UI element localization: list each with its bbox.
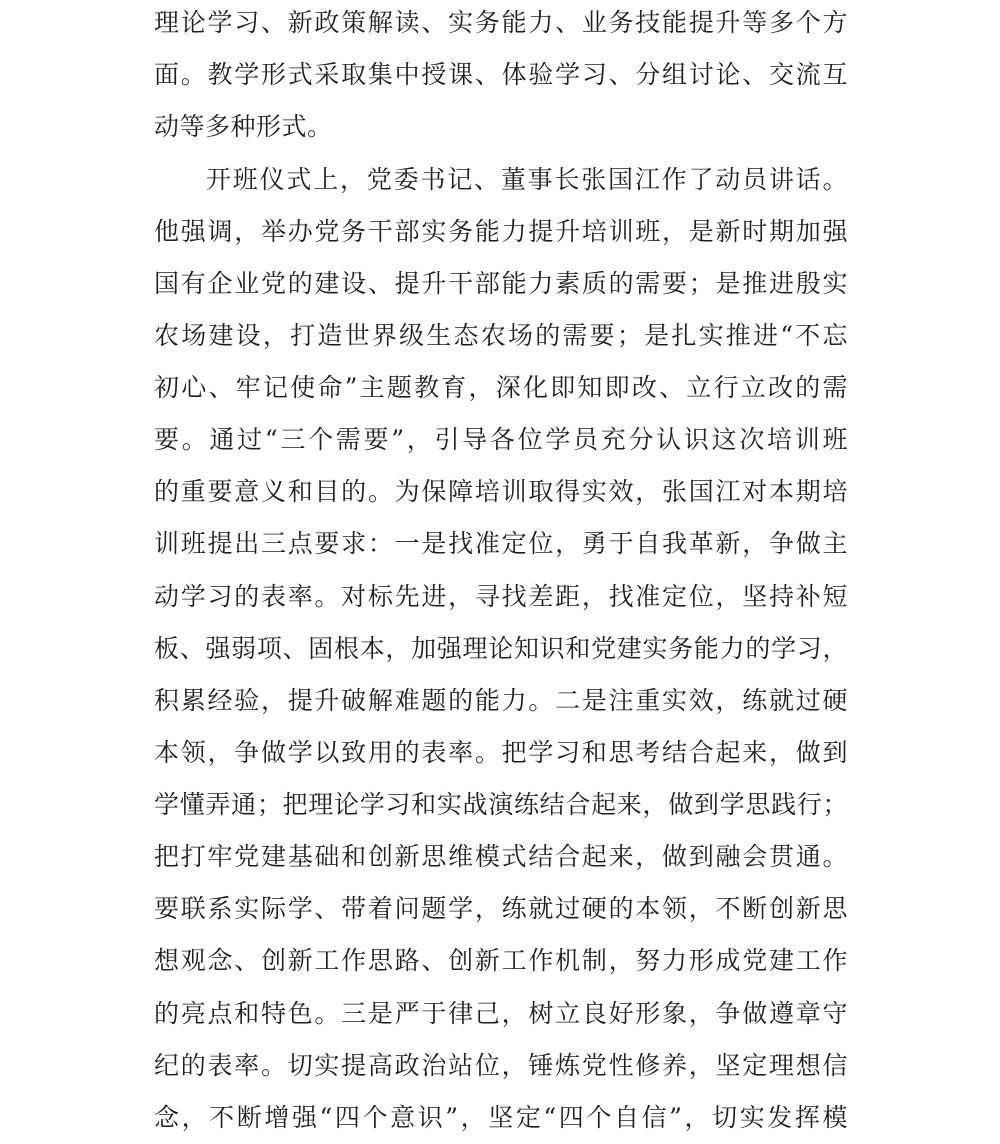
text-line: 的亮点和特色。三是严于律己，树立良好形象，争做遵章守 — [154, 999, 848, 1028]
text-line: 农场建设，打造世界级生态农场的需要；是扎实推进“不忘 — [154, 321, 848, 350]
text-line: 纪的表率。切实提高政治站位，锤炼党性修养，坚定理想信 — [154, 1051, 848, 1080]
text-line: 理论学习、新政策解读、实务能力、业务技能提升等多个方 — [154, 8, 848, 37]
text-line: 要。通过“三个需要”，引导各位学员充分认识这次培训班 — [154, 425, 848, 454]
text-line: 本领，争做学以致用的表率。把学习和思考结合起来，做到 — [154, 738, 848, 767]
text-line: 学懂弄通；把理论学习和实战演练结合起来，做到学思践行； — [154, 790, 848, 819]
text-line: 的重要意义和目的。为保障培训取得实效，张国江对本期培 — [154, 477, 848, 506]
text-line: 他强调，举办党务干部实务能力提升培训班，是新时期加强 — [154, 217, 848, 246]
text-line: 板、强弱项、固根本，加强理论知识和党建实务能力的学习， — [154, 634, 848, 663]
text-line: 要联系实际学、带着问题学，练就过硬的本领，不断创新思 — [154, 894, 848, 923]
text-line: 积累经验，提升破解难题的能力。二是注重实效，练就过硬 — [154, 686, 848, 715]
text-line: 想观念、创新工作思路、创新工作机制，努力形成党建工作 — [154, 946, 848, 975]
text-line: 念，不断增强“四个意识”，坚定“四个自信”，切实发挥模 — [154, 1103, 848, 1132]
text-line: 开班仪式上，党委书记、董事长张国江作了动员讲话。 — [206, 165, 848, 194]
text-line: 国有企业党的建设、提升干部能力素质的需要；是推进殷实 — [154, 269, 848, 298]
text-line: 面。教学形式采取集中授课、体验学习、分组讨论、交流互 — [154, 60, 848, 89]
text-line: 动学习的表率。对标先进，寻找差距，找准定位，坚持补短 — [154, 582, 848, 611]
text-line: 把打牢党建基础和创新思维模式结合起来，做到融会贯通。 — [154, 842, 848, 871]
text-line: 初心、牢记使命”主题教育，深化即知即改、立行立改的需 — [154, 373, 848, 402]
text-line: 动等多种形式。 — [154, 112, 333, 141]
text-line: 训班提出三点要求：一是找准定位，勇于自我革新，争做主 — [154, 529, 848, 558]
